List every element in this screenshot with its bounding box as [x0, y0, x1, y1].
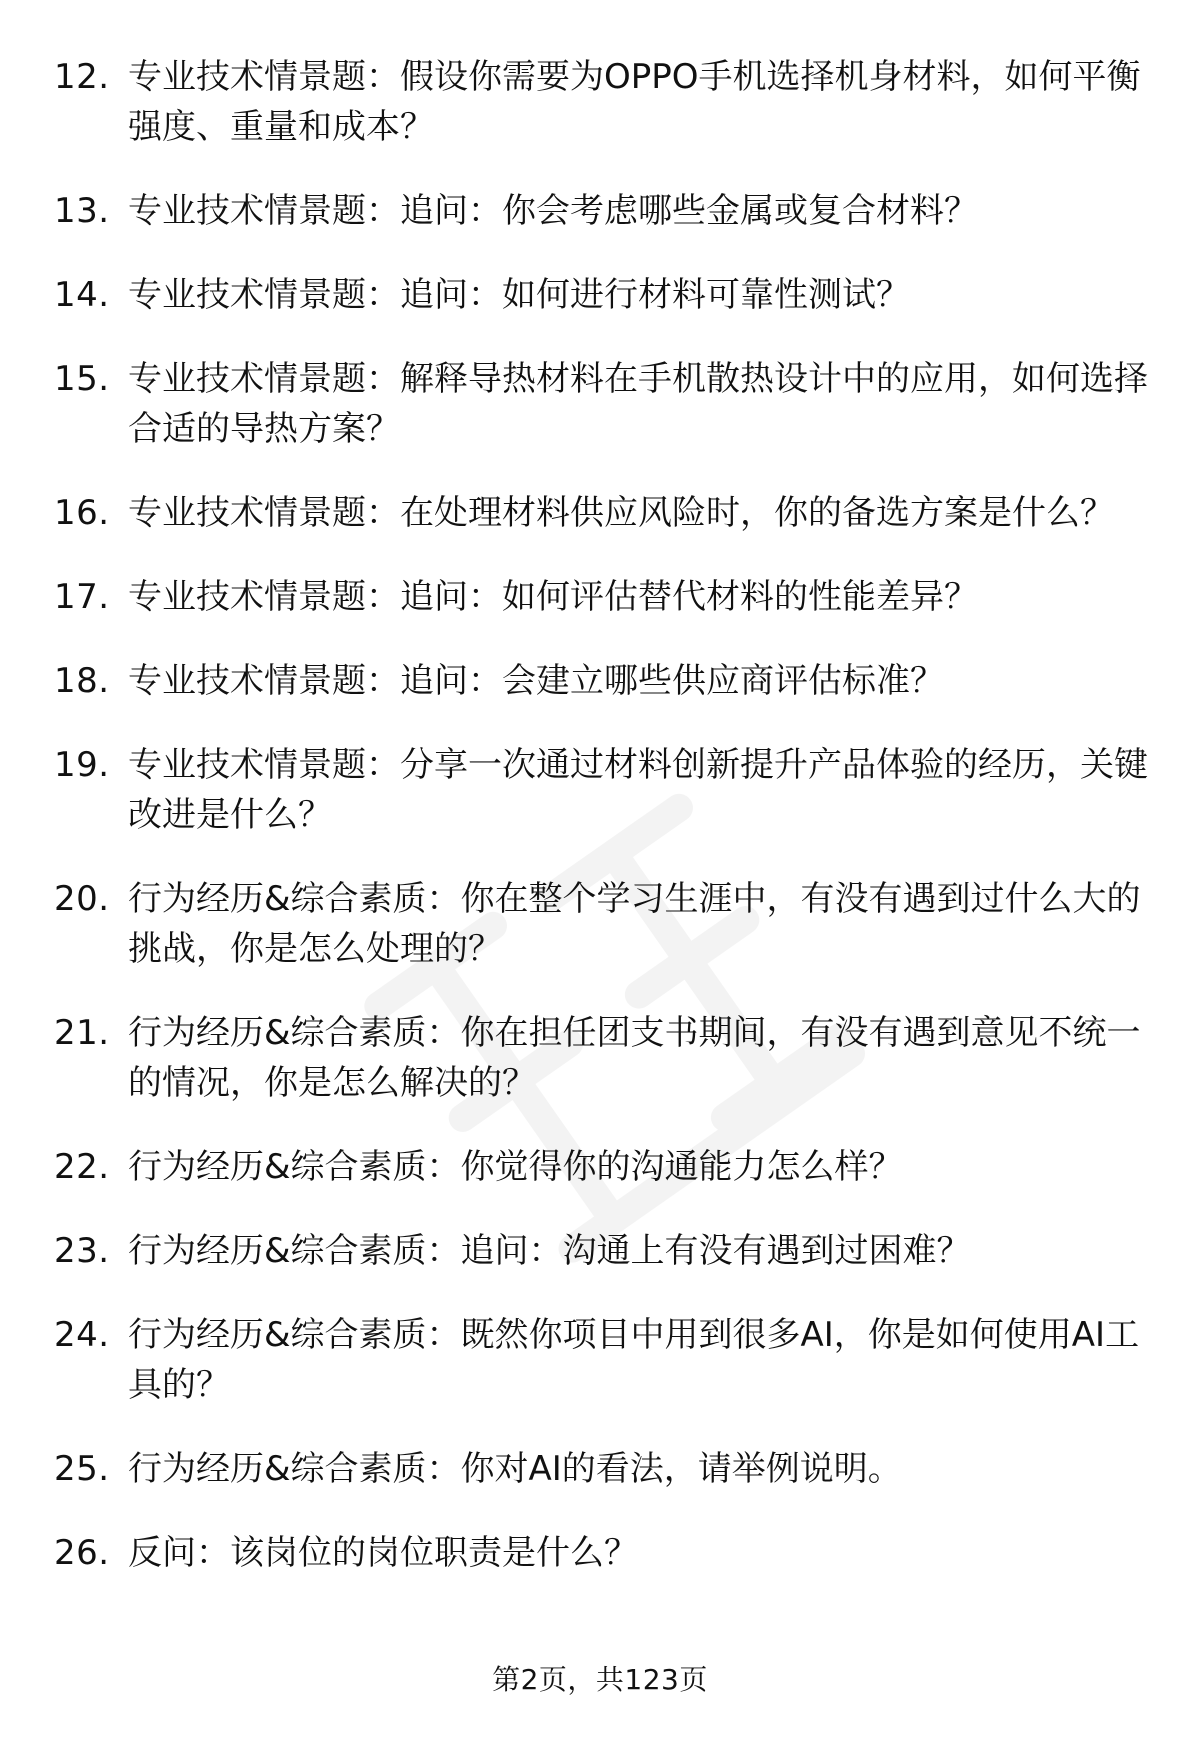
question-number: 24. — [54, 1315, 110, 1355]
question-text: 行为经历&综合素质：你在担任团支书期间，有没有遇到意见不统一的情况，你是怎么解决的？ — [128, 1013, 1141, 1103]
question-number: 22. — [54, 1147, 110, 1187]
question-text: 行为经历&综合素质：你对AI的看法，请举例说明。 — [128, 1449, 902, 1489]
question-number: 12. — [54, 57, 110, 97]
question-number: 23. — [54, 1231, 110, 1271]
question-item-17 — [54, 572, 1154, 622]
question-text: 专业技术情景题：分享一次通过材料创新提升产品体验的经历，关键改进是什么？ — [128, 745, 1148, 835]
question-item-21 — [54, 1008, 1154, 1108]
question-number: 21. — [54, 1013, 110, 1053]
question-number: 17. — [54, 577, 110, 617]
question-item-19 — [54, 740, 1154, 840]
question-item-15 — [54, 354, 1154, 454]
question-number: 18. — [54, 661, 110, 701]
question-number: 26. — [54, 1533, 110, 1573]
question-text: 反问：该岗位的岗位职责是什么？ — [128, 1533, 638, 1573]
question-text: 专业技术情景题：假设你需要为OPPO手机选择机身材料，如何平衡强度、重量和成本？ — [128, 57, 1141, 147]
question-text: 专业技术情景题：追问：你会考虑哪些金属或复合材料？ — [128, 191, 978, 231]
question-number: 14. — [54, 275, 110, 315]
question-item-23 — [54, 1226, 1154, 1276]
question-item-25 — [54, 1444, 1154, 1494]
question-text: 行为经历&综合素质：你觉得你的沟通能力怎么样？ — [128, 1147, 903, 1187]
question-number: 20. — [54, 879, 110, 919]
question-number: 16. — [54, 493, 110, 533]
question-text: 行为经历&综合素质：既然你项目中用到很多AI，你是如何使用AI工具的？ — [128, 1315, 1140, 1405]
question-number: 19. — [54, 745, 110, 785]
question-number: 15. — [54, 359, 110, 399]
question-text: 专业技术情景题：追问：如何进行材料可靠性测试？ — [128, 275, 910, 315]
question-item-16 — [54, 488, 1154, 538]
question-text: 行为经历&综合素质：你在整个学习生涯中，有没有遇到过什么大的挑战，你是怎么处理的？ — [128, 879, 1141, 969]
question-text: 专业技术情景题：追问：会建立哪些供应商评估标准？ — [128, 661, 944, 701]
question-text: 专业技术情景题：在处理材料供应风险时，你的备选方案是什么？ — [128, 493, 1114, 533]
question-text: 专业技术情景题：解释导热材料在手机散热设计中的应用，如何选择合适的导热方案？ — [128, 359, 1148, 449]
question-item-22 — [54, 1142, 1154, 1192]
question-item-14 — [54, 270, 1154, 320]
question-item-12 — [54, 52, 1154, 152]
question-item-20 — [54, 874, 1154, 974]
question-item-18 — [54, 656, 1154, 706]
question-text: 行为经历&综合素质：追问：沟通上有没有遇到过困难？ — [128, 1231, 971, 1271]
question-number: 25. — [54, 1449, 110, 1489]
question-item-26 — [54, 1528, 1154, 1578]
question-item-13 — [54, 186, 1154, 236]
question-text: 专业技术情景题：追问：如何评估替代材料的性能差异？ — [128, 577, 978, 617]
question-item-24 — [54, 1310, 1154, 1410]
question-number: 13. — [54, 191, 110, 231]
question-list — [54, 52, 1154, 1612]
page-indicator: 第2页，共123页 — [492, 1663, 708, 1696]
